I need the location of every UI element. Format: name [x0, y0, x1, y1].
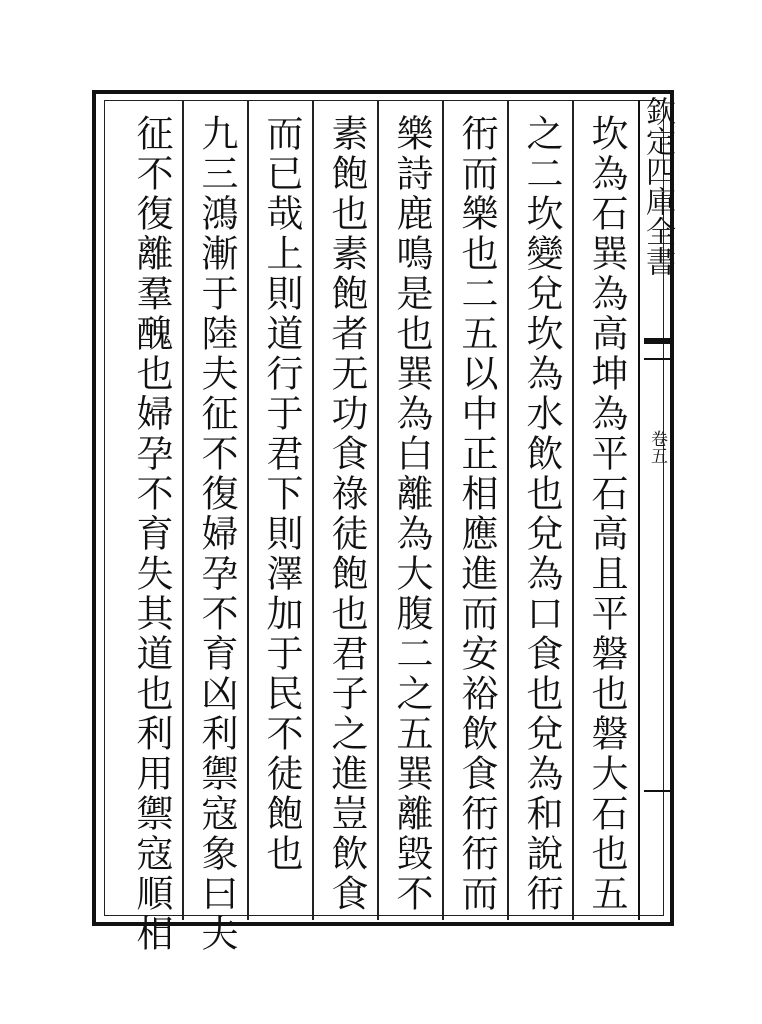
- column-rule: [377, 100, 379, 920]
- column-rule: [572, 100, 574, 920]
- text-column-4: 樂詩鹿鳴是也巽為白離為大腹二之五巽離毀不: [390, 114, 433, 914]
- text-column-5: 素飽也素飽者无功食祿徒飽也君子之進豈飲食: [325, 114, 368, 914]
- column-rule: [507, 100, 509, 920]
- text-column-3: 衎而樂也二五以中正相應進而安裕飲食衎衎而: [455, 114, 498, 914]
- book-page: [92, 90, 678, 954]
- text-column-1: 坎為石巽為高坤為平石高且平磐也磐大石也五: [585, 114, 628, 914]
- text-column-8: 征不復離羣醜也婦孕不育失其道也利用禦寇順相: [130, 114, 173, 954]
- text-column-6: 而已哉上則道行于君下則澤加于民不徒飽也: [260, 114, 303, 874]
- margin-volume-label: 卷五: [647, 430, 667, 464]
- text-column-7: 九三鴻漸于陸夫征不復婦孕不育凶利禦寇象曰夫: [195, 114, 238, 954]
- text-column-2: 之二坎變兌坎為水飲也兌為口食也兌為和說衎: [520, 114, 563, 914]
- column-rule: [442, 100, 444, 920]
- fish-tail-mark-bottom: [644, 790, 674, 792]
- margin-book-title: 欽定四庫全書: [640, 96, 675, 276]
- column-rule: [247, 100, 249, 920]
- column-rule: [312, 100, 314, 920]
- column-rule: [182, 100, 184, 920]
- fish-tail-mark: [644, 338, 674, 360]
